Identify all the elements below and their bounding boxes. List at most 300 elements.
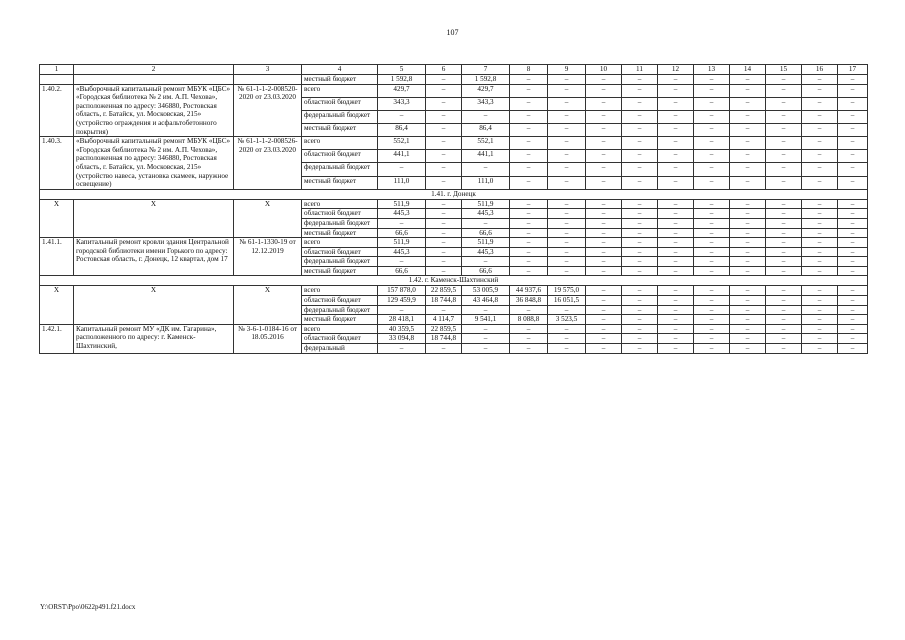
dash-cell: – (426, 75, 462, 85)
value-cell: 111,0 (462, 176, 510, 189)
dash-cell: – (510, 257, 548, 267)
dash-cell: – (730, 324, 766, 334)
dash-cell: – (622, 137, 658, 150)
dash-cell: – (730, 344, 766, 354)
dash-cell: – (622, 315, 658, 325)
dash-cell: – (548, 75, 586, 85)
dash-cell: – (586, 257, 622, 267)
dash-cell: – (658, 324, 694, 334)
funding-source-label: местный бюджет (302, 228, 378, 238)
dash-cell: – (766, 266, 802, 276)
column-header: 11 (622, 65, 658, 75)
dash-cell: – (426, 218, 462, 228)
dash-cell: – (586, 324, 622, 334)
dash-cell: – (426, 257, 462, 267)
dash-cell: – (802, 124, 838, 137)
dash-cell: – (586, 344, 622, 354)
dash-cell: – (426, 305, 462, 315)
dash-cell: – (730, 296, 766, 306)
dash-cell: – (548, 334, 586, 344)
dash-cell: – (426, 137, 462, 150)
dash-cell: – (730, 75, 766, 85)
dash-cell: – (586, 110, 622, 123)
dash-cell: – (694, 150, 730, 163)
value-cell: 8 088,8 (510, 315, 548, 325)
dash-cell: – (730, 124, 766, 137)
dash-cell: – (426, 199, 462, 209)
funding-source-label: областной бюджет (302, 334, 378, 344)
value-cell: 22 859,5 (426, 324, 462, 334)
section-heading-row (40, 189, 868, 199)
budget-table (39, 64, 868, 354)
dash-cell: – (622, 218, 658, 228)
section-heading: 1.42. г. Каменск-Шахтинский (40, 276, 868, 286)
dash-cell: – (658, 199, 694, 209)
summary-row (40, 286, 868, 296)
dash-cell: – (766, 110, 802, 123)
funding-source-label: местный бюджет (302, 315, 378, 325)
dash-cell: – (730, 163, 766, 176)
dash-cell: – (766, 296, 802, 306)
value-cell: 28 418,1 (378, 315, 426, 325)
dash-cell: – (510, 150, 548, 163)
dash-cell: – (766, 238, 802, 248)
dash-cell: – (658, 163, 694, 176)
item-number: 1.41.1. (40, 238, 74, 276)
dash-cell: – (586, 75, 622, 85)
dash-cell: – (694, 176, 730, 189)
funding-source-label: местный бюджет (302, 176, 378, 189)
dash-cell: – (426, 266, 462, 276)
value-cell: 3 523,5 (548, 315, 586, 325)
dash-cell: – (586, 218, 622, 228)
value-cell: 18 744,8 (426, 296, 462, 306)
dash-cell: – (694, 84, 730, 97)
value-cell: 40 359,5 (378, 324, 426, 334)
value-cell: 33 094,8 (378, 334, 426, 344)
dash-cell: – (658, 286, 694, 296)
dash-cell: – (838, 75, 868, 85)
dash-cell: – (658, 305, 694, 315)
value-cell: 511,9 (462, 238, 510, 248)
dash-cell: – (802, 305, 838, 315)
value-cell: 441,1 (378, 150, 426, 163)
dash-cell: – (802, 296, 838, 306)
value-cell: 429,7 (378, 84, 426, 97)
dash-cell: – (766, 150, 802, 163)
dash-cell: – (802, 315, 838, 325)
dash-cell: – (766, 97, 802, 110)
dash-cell: – (802, 334, 838, 344)
dash-cell: – (802, 97, 838, 110)
value-cell: 445,3 (462, 209, 510, 219)
dash-cell: – (622, 84, 658, 97)
x-cell: Х (40, 199, 74, 237)
dash-cell: – (730, 137, 766, 150)
dash-cell: – (838, 344, 868, 354)
dash-cell: – (586, 137, 622, 150)
funding-source-label: всего (302, 84, 378, 97)
funding-source-label: местный бюджет (302, 266, 378, 276)
dash-cell: – (730, 334, 766, 344)
column-header: 9 (548, 65, 586, 75)
dash-cell: – (658, 334, 694, 344)
dash-cell: – (802, 110, 838, 123)
dash-cell: – (622, 209, 658, 219)
dash-cell: – (622, 97, 658, 110)
dash-cell: – (462, 334, 510, 344)
dash-cell: – (426, 97, 462, 110)
dash-cell: – (730, 286, 766, 296)
dash-cell: – (694, 110, 730, 123)
dash-cell: – (766, 324, 802, 334)
dash-cell: – (802, 75, 838, 85)
column-header: 6 (426, 65, 462, 75)
dash-cell: – (426, 238, 462, 248)
item-number: 1.40.3. (40, 137, 74, 190)
dash-cell: – (802, 266, 838, 276)
dash-cell: – (586, 84, 622, 97)
value-cell: 66,6 (378, 228, 426, 238)
dash-cell: – (658, 257, 694, 267)
dash-cell: – (548, 266, 586, 276)
item-document: № 3-6-1-0184-16 от 18.05.2016 (234, 324, 302, 353)
dash-cell: – (766, 84, 802, 97)
dash-cell: – (622, 296, 658, 306)
dash-cell: – (694, 286, 730, 296)
item-row (40, 324, 868, 334)
dash-cell: – (510, 124, 548, 137)
dash-cell: – (838, 163, 868, 176)
funding-source-label: местный бюджет (302, 124, 378, 137)
dash-cell: – (426, 209, 462, 219)
dash-cell: – (694, 257, 730, 267)
dash-cell: – (838, 305, 868, 315)
dash-cell: – (766, 305, 802, 315)
item-number: 1.42.1. (40, 324, 74, 353)
dash-cell: – (694, 218, 730, 228)
dash-cell: – (838, 334, 868, 344)
dash-cell: – (658, 228, 694, 238)
summary-row (40, 199, 868, 209)
dash-cell: – (378, 163, 426, 176)
dash-cell: – (426, 124, 462, 137)
dash-cell: – (766, 228, 802, 238)
dash-cell: – (622, 305, 658, 315)
dash-cell: – (426, 110, 462, 123)
dash-cell: – (766, 75, 802, 85)
dash-cell: – (730, 84, 766, 97)
dash-cell: – (462, 218, 510, 228)
dash-cell: – (510, 97, 548, 110)
column-header: 4 (302, 65, 378, 75)
dash-cell: – (586, 209, 622, 219)
dash-cell: – (586, 163, 622, 176)
dash-cell: – (462, 344, 510, 354)
funding-source-label: федеральный бюджет (302, 257, 378, 267)
dash-cell: – (838, 247, 868, 257)
value-cell: 343,3 (378, 97, 426, 110)
dash-cell: – (622, 247, 658, 257)
dash-cell: – (802, 228, 838, 238)
dash-cell: – (510, 324, 548, 334)
column-header: 7 (462, 65, 510, 75)
column-header: 3 (234, 65, 302, 75)
column-header: 5 (378, 65, 426, 75)
dash-cell: – (622, 124, 658, 137)
dash-cell: – (766, 137, 802, 150)
dash-cell: – (838, 97, 868, 110)
dash-cell: – (838, 199, 868, 209)
value-cell: 552,1 (378, 137, 426, 150)
funding-source-label: федеральный бюджет (302, 110, 378, 123)
dash-cell: – (622, 176, 658, 189)
dash-cell: – (548, 150, 586, 163)
empty-cell (234, 75, 302, 85)
dash-cell: – (694, 324, 730, 334)
dash-cell: – (838, 150, 868, 163)
value-cell: 9 541,1 (462, 315, 510, 325)
dash-cell: – (838, 137, 868, 150)
dash-cell: – (730, 176, 766, 189)
dash-cell: – (462, 305, 510, 315)
value-cell: 43 464,8 (462, 296, 510, 306)
dash-cell: – (694, 163, 730, 176)
dash-cell: – (838, 110, 868, 123)
funding-source-label: всего (302, 199, 378, 209)
dash-cell: – (622, 199, 658, 209)
dash-cell: – (766, 218, 802, 228)
dash-cell: – (548, 176, 586, 189)
dash-cell: – (658, 75, 694, 85)
dash-cell: – (694, 247, 730, 257)
dash-cell: – (426, 247, 462, 257)
dash-cell: – (730, 110, 766, 123)
column-header: 15 (766, 65, 802, 75)
column-number-row (40, 65, 868, 75)
x-cell: Х (234, 199, 302, 237)
dash-cell: – (586, 315, 622, 325)
dash-cell: – (730, 266, 766, 276)
dash-cell: – (694, 315, 730, 325)
dash-cell: – (426, 176, 462, 189)
value-cell: 129 459,9 (378, 296, 426, 306)
dash-cell: – (694, 238, 730, 248)
dash-cell: – (658, 124, 694, 137)
dash-cell: – (378, 344, 426, 354)
dash-cell: – (766, 334, 802, 344)
column-header: 12 (658, 65, 694, 75)
dash-cell: – (694, 305, 730, 315)
value-cell: 86,4 (462, 124, 510, 137)
dash-cell: – (802, 257, 838, 267)
item-name: Капитальный ремонт МУ «ДК им. Гагарина», расположенного по адресу: г. Каменск-Шахтинский, (74, 324, 234, 353)
dash-cell: – (622, 150, 658, 163)
item-row (40, 137, 868, 150)
dash-cell: – (838, 315, 868, 325)
dash-cell: – (548, 344, 586, 354)
column-header: 14 (730, 65, 766, 75)
dash-cell: – (694, 334, 730, 344)
dash-cell: – (694, 124, 730, 137)
dash-cell: – (586, 150, 622, 163)
dash-cell: – (694, 266, 730, 276)
x-cell: Х (40, 286, 74, 324)
item-number: 1.40.2. (40, 84, 74, 137)
dash-cell: – (426, 344, 462, 354)
value-cell: 445,3 (378, 247, 426, 257)
dash-cell: – (586, 228, 622, 238)
dash-cell: – (658, 137, 694, 150)
dash-cell: – (730, 228, 766, 238)
dash-cell: – (426, 84, 462, 97)
dash-cell: – (658, 97, 694, 110)
dash-cell: – (802, 218, 838, 228)
dash-cell: – (548, 238, 586, 248)
dash-cell: – (802, 238, 838, 248)
dash-cell: – (802, 150, 838, 163)
dash-cell: – (730, 305, 766, 315)
dash-cell: – (510, 163, 548, 176)
empty-cell (40, 75, 74, 85)
dash-cell: – (510, 238, 548, 248)
dash-cell: – (838, 266, 868, 276)
dash-cell: – (838, 228, 868, 238)
dash-cell: – (622, 163, 658, 176)
dash-cell: – (802, 247, 838, 257)
dash-cell: – (510, 209, 548, 219)
section-heading: 1.41. г. Донецк (40, 189, 868, 199)
dash-cell: – (658, 84, 694, 97)
dash-cell: – (378, 257, 426, 267)
value-cell: 111,0 (378, 176, 426, 189)
dash-cell: – (694, 296, 730, 306)
dash-cell: – (510, 305, 548, 315)
dash-cell: – (694, 209, 730, 219)
item-name: «Выборочный капитальный ремонт МБУК «ЦБС» «Городская библиотека № 2 им. А.П. Чехова», расположенная по адресу: 346880, Ростовская область, г. Батайск, ул. Московская, 215» (устройство навеса, установка скамеек, наружное освещение) (74, 137, 234, 190)
dash-cell: – (548, 110, 586, 123)
dash-cell: – (838, 286, 868, 296)
funding-source-label: областной бюджет (302, 209, 378, 219)
dash-cell: – (586, 247, 622, 257)
dash-cell: – (802, 163, 838, 176)
dash-cell: – (548, 124, 586, 137)
dash-cell: – (586, 305, 622, 315)
dash-cell: – (694, 97, 730, 110)
dash-cell: – (586, 124, 622, 137)
dash-cell: – (586, 199, 622, 209)
value-cell: 86,4 (378, 124, 426, 137)
value-cell: 4 114,7 (426, 315, 462, 325)
dash-cell: – (730, 315, 766, 325)
funding-source-label: всего (302, 324, 378, 334)
value-cell: 343,3 (462, 97, 510, 110)
dash-cell: – (658, 247, 694, 257)
dash-cell: – (510, 199, 548, 209)
dash-cell: – (658, 315, 694, 325)
dash-cell: – (766, 257, 802, 267)
dash-cell: – (586, 176, 622, 189)
dash-cell: – (622, 257, 658, 267)
dash-cell: – (586, 97, 622, 110)
funding-source-label: федеральный бюджет (302, 218, 378, 228)
dash-cell: – (838, 176, 868, 189)
dash-cell: – (622, 334, 658, 344)
dash-cell: – (658, 209, 694, 219)
dash-cell: – (766, 176, 802, 189)
dash-cell: – (548, 97, 586, 110)
dash-cell: – (766, 247, 802, 257)
item-document: № 61-1-1-2-008520-2020 от 23.03.2020 (234, 84, 302, 137)
dash-cell: – (730, 150, 766, 163)
dash-cell: – (838, 296, 868, 306)
dash-cell: – (730, 97, 766, 110)
value-cell: 66,6 (462, 266, 510, 276)
column-header: 10 (586, 65, 622, 75)
dash-cell: – (378, 218, 426, 228)
x-cell: Х (74, 199, 234, 237)
dash-cell: – (802, 176, 838, 189)
dash-cell: – (426, 163, 462, 176)
dash-cell: – (510, 137, 548, 150)
dash-cell: – (658, 218, 694, 228)
funding-source-label: областной бюджет (302, 150, 378, 163)
dash-cell: – (694, 75, 730, 85)
dash-cell: – (510, 75, 548, 85)
dash-cell: – (622, 344, 658, 354)
dash-cell: – (730, 209, 766, 219)
dash-cell: – (622, 286, 658, 296)
dash-cell: – (548, 163, 586, 176)
value-cell: 19 575,0 (548, 286, 586, 296)
dash-cell: – (802, 286, 838, 296)
dash-cell: – (510, 334, 548, 344)
dash-cell: – (730, 218, 766, 228)
dash-cell: – (694, 228, 730, 238)
dash-cell: – (548, 84, 586, 97)
dash-cell: – (658, 110, 694, 123)
dash-cell: – (510, 344, 548, 354)
value-cell: 445,3 (462, 247, 510, 257)
dash-cell: – (586, 286, 622, 296)
dash-cell: – (586, 296, 622, 306)
dash-cell: – (548, 305, 586, 315)
dash-cell: – (378, 110, 426, 123)
funding-source-label: местный бюджет (302, 75, 378, 85)
dash-cell: – (622, 238, 658, 248)
funding-source-label: областной бюджет (302, 247, 378, 257)
dash-cell: – (462, 257, 510, 267)
dash-cell: – (802, 324, 838, 334)
dash-cell: – (802, 137, 838, 150)
file-path-footer: Y:\ORST\Ppo\0622p491.f21.docx (40, 603, 136, 611)
column-header: 13 (694, 65, 730, 75)
dash-cell: – (548, 218, 586, 228)
dash-cell: – (838, 257, 868, 267)
value-cell: 16 051,5 (548, 296, 586, 306)
value-cell: 66,6 (462, 228, 510, 238)
value-cell: 36 848,8 (510, 296, 548, 306)
dash-cell: – (658, 238, 694, 248)
dash-cell: – (510, 84, 548, 97)
dash-cell: – (730, 257, 766, 267)
dash-cell: – (378, 305, 426, 315)
value-cell: 441,1 (462, 150, 510, 163)
dash-cell: – (622, 266, 658, 276)
dash-cell: – (426, 228, 462, 238)
dash-cell: – (658, 296, 694, 306)
value-cell: 511,9 (378, 199, 426, 209)
